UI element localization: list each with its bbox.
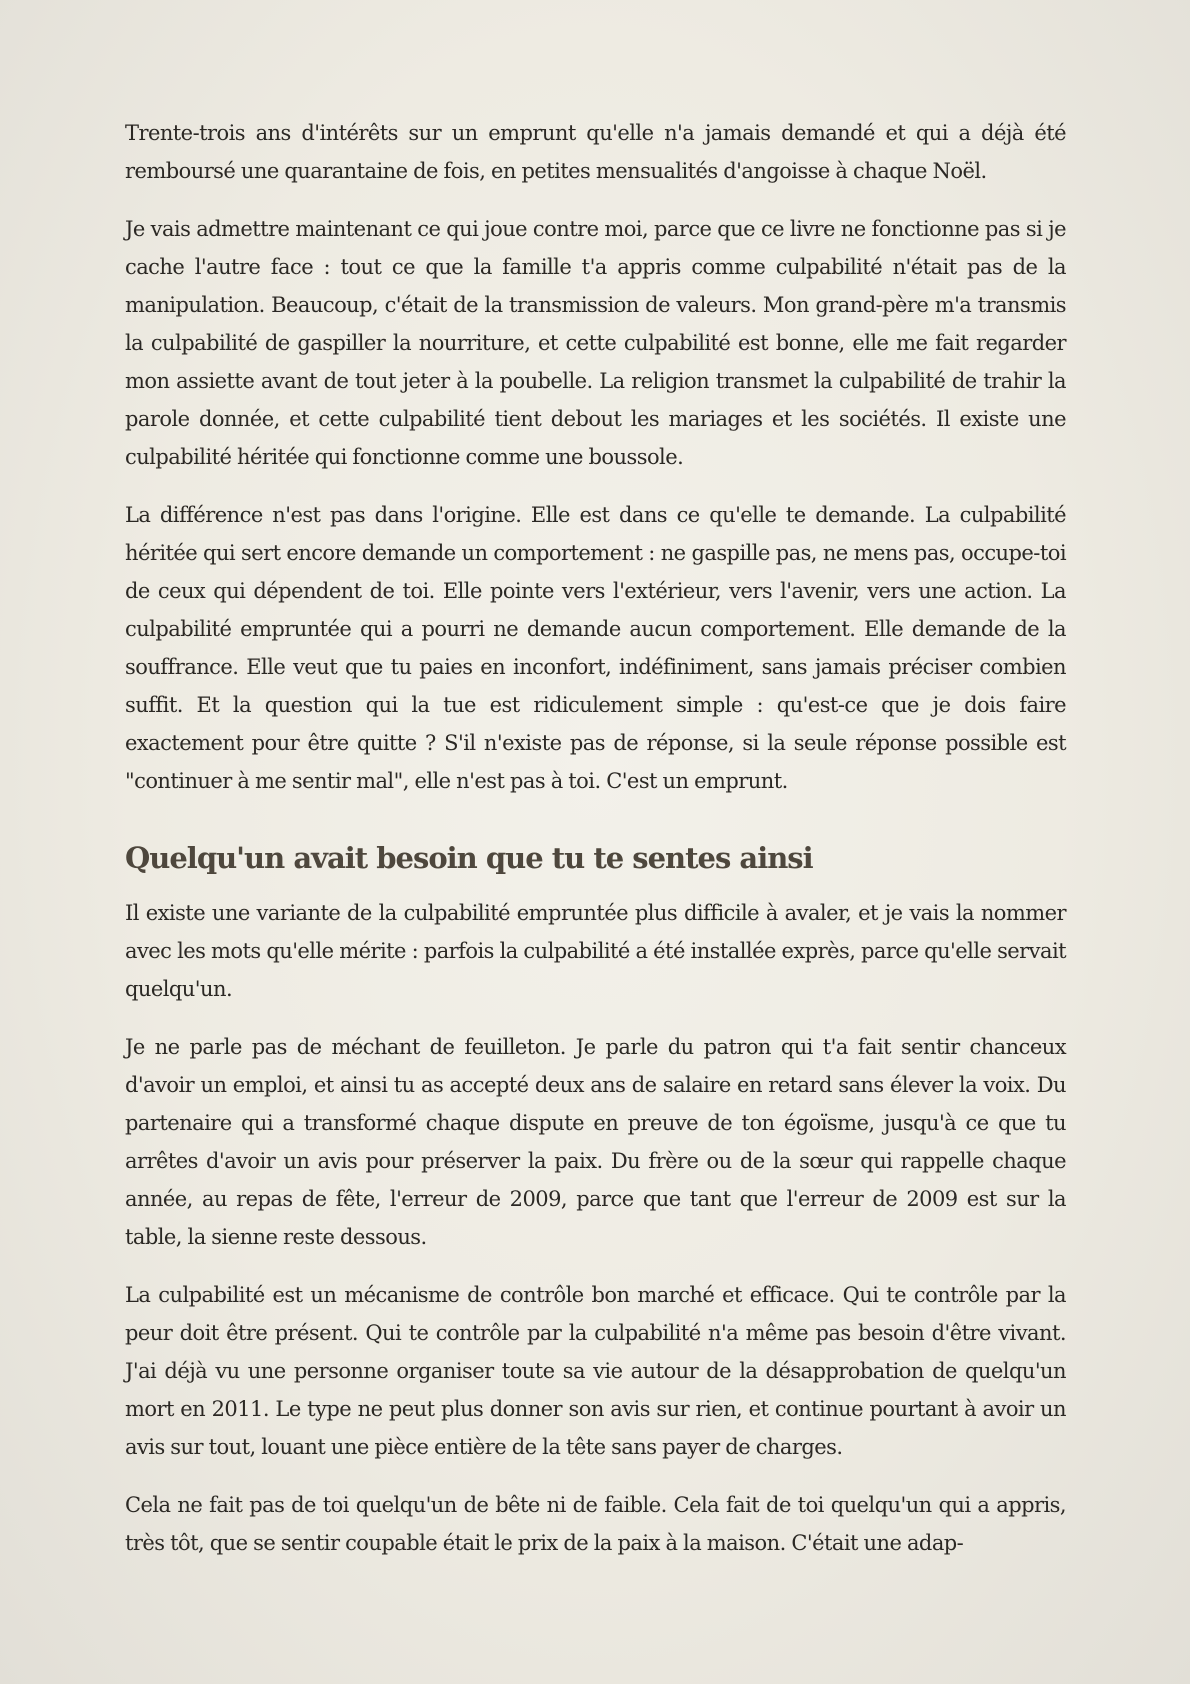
paragraph-admission: Je vais admettre maintenant ce qui joue contre moi, parce que ce livre ne fonctionne pas si je cache l'autre face : tout ce que la famille t'a appris comme culpabilité n'était pas de la manipulation. Beaucoup, c'était de la transmission de valeurs. Mon grand-père m'a transmis la culpabilité de gaspiller la nourriture, et cette culpabilité est bonne, elle me fait regarder mon assiette avant de tout jeter à la poubelle. La religion transmet la culpabilité de trahir la parole donnée, et cette culpabilité tient debout les mariages et les sociétés. Il existe une culpabilité héritée qui fonctionne comme une boussole.: [125, 217, 1066, 469]
paragraph-difference: La différence n'est pas dans l'origine. Elle est dans ce qu'elle te demande. La culpabilité héritée qui sert encore demande un comportement : ne gaspille pas, ne mens pas, occupe-toi de ceux qui dépendent de toi. Elle pointe vers l'extérieur, vers l'avenir, vers une action. La culpabilité empruntée qui a pourri ne demande aucun comportement. Elle demande de la souffrance. Elle veut que tu paies en inconfort, indéfiniment, sans jamais préciser combien suffit. Et la question qui la tue est ridiculement simple : qu'est-ce que je dois faire exactement pour être quitte ? S'il n'existe pas de réponse, si la seule réponse possible est "continuer à me sentir mal", elle n'est pas à toi. C'est un emprunt.: [125, 503, 1066, 793]
section-heading: Quelqu'un avait besoin que tu te sentes ainsi: [125, 841, 813, 875]
paragraph-adaptation: Cela ne fait pas de toi quelqu'un de bête ni de faible. Cela fait de toi quelqu'un qui a appris, très tôt, que se sentir coupable était le prix de la paix à la maison. C'était une adap-: [125, 1493, 1066, 1555]
paragraph-examples: Je ne parle pas de méchant de feuilleton. Je parle du patron qui t'a fait sentir chanceux d'avoir un emploi, et ainsi tu as accepté deux ans de salaire en retard sans élever la voix. Du partenaire qui a transformé chaque dispute en preuve de ton égoïsme, jusqu'à ce que tu arrêtes d'avoir un avis pour préserver la paix. Du frère ou de la sœur qui rappelle chaque année, au repas de fête, l'erreur de 2009, parce que tant que l'erreur de 2009 est sur la table, la sienne reste dessous.: [125, 1035, 1066, 1249]
paragraph-variant: Il existe une variante de la culpabilité empruntée plus difficile à avaler, et je vais la nommer avec les mots qu'elle mérite : parfois la culpabilité a été installée exprès, parce qu'elle servait quelqu'un.: [125, 901, 1066, 1001]
paragraph-interest: Trente-trois ans d'intérêts sur un emprunt qu'elle n'a jamais demandé et qui a déjà été remboursé une quarantaine de fois, en petites mensualités d'angoisse à chaque Noël.: [125, 121, 1066, 183]
book-page: [125, 114, 1066, 1582]
paragraph-control: La culpabilité est un mécanisme de contrôle bon marché et efficace. Qui te contrôle par la peur doit être présent. Qui te contrôle par la culpabilité n'a même pas besoin d'être vivant. J'ai déjà vu une personne organiser toute sa vie autour de la désapprobation de quelqu'un mort en 2011. Le type ne peut plus donner son avis sur rien, et continue pourtant à avoir un avis sur tout, louant une pièce entière de la tête sans payer de charges.: [125, 1283, 1066, 1459]
